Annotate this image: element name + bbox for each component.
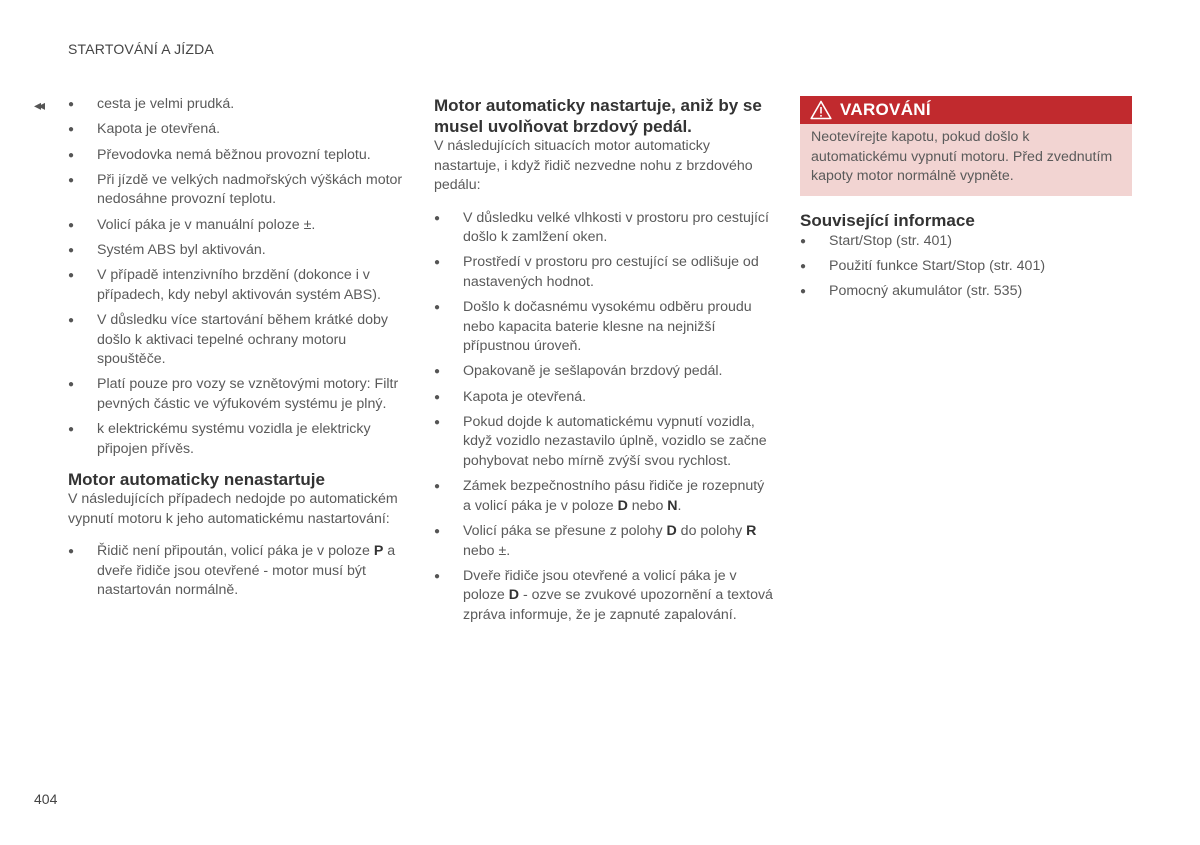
related-info-heading: Související informace (800, 210, 975, 230)
column-middle (434, 95, 774, 631)
list-item (434, 522, 774, 561)
section-intro: V následujících případech nedojde po automatickém vypnutí motoru k jeho automatickému nastartování: (68, 491, 398, 527)
list-item: ● Volicí páka je v manuální poloze ±. (68, 216, 403, 236)
gear-position: N (667, 497, 678, 514)
item-text: Volicí páka se přesune z polohy (463, 523, 667, 540)
list-item: ● V důsledku velké vlhkosti v prostoru pro cestující došlo k zamlžení oken. (434, 209, 774, 248)
item-text: . (677, 497, 682, 514)
gear-position: D (666, 523, 677, 540)
related-link[interactable]: ● Pomocný akumulátor (str. 535) (800, 282, 1132, 302)
section-header: STARTOVÁNÍ A JÍZDA (68, 41, 214, 57)
list-item (434, 477, 774, 516)
related-link[interactable]: ● Použití funkce Start/Stop (str. 401) (800, 257, 1132, 277)
list-item: ● Systém ABS byl aktivován. (68, 241, 403, 261)
gear-position: P (373, 543, 384, 560)
related-links (800, 232, 1132, 302)
item-text: a dveře řidiče jsou otevřené - motor musí být nastartován normálně. (97, 543, 396, 599)
list-item: ● Při jízdě ve velkých nadmořských výškách motor nedosáhne provozní teplotu. (68, 171, 403, 210)
list-item: ● V důsledku více startování během krátké doby došlo k aktivaci tepelné ochrany motoru spouštěče. (68, 311, 403, 370)
list-item (68, 542, 403, 601)
item-text: do polohy (676, 523, 747, 540)
auto-start-list (434, 209, 774, 626)
related-link[interactable]: ● Start/Stop (str. 401) (800, 232, 1132, 252)
section-heading: Motor automaticky nastartuje, aniž by se musel uvolňovat brzdový pedál. (434, 96, 762, 136)
warning-header (800, 96, 1132, 124)
list-item (434, 567, 774, 626)
list-item: ● V případě intenzivního brzdění (dokonce i v případech, kdy nebyl aktivován systém ABS). (68, 266, 403, 305)
list-item: ● cesta je velmi prudká. (68, 95, 403, 115)
list-item: ● Prostředí v prostoru pro cestující se odlišuje od nastavených hodnot. (434, 253, 774, 292)
section-heading: Motor automaticky nenastartuje (68, 470, 325, 490)
item-text: - ozve se zvukové upozornění a textová zpráva informuje, že je zapnuté zapalování. (463, 587, 773, 623)
list-item: ● Kapota je otevřená. (434, 388, 774, 408)
list-item: ● Platí pouze pro vozy se vznětovými motory: Filtr pevných částic ve výfukovém systému je plný. (68, 375, 403, 414)
continuation-icon: ◂◂ (34, 97, 43, 113)
column-left (68, 95, 403, 606)
warning-text: Neotevírejte kapotu, pokud došlo k automatickému vypnutí motoru. Před zvednutím kapoty motor normálně vypněte. (811, 129, 1113, 184)
gear-position: R (746, 523, 757, 540)
no-start-list (68, 542, 403, 601)
warning-triangle-icon (810, 100, 832, 120)
item-text: nebo ±. (463, 542, 511, 559)
list-item: ● Kapota je otevřená. (68, 120, 403, 140)
list-item: ● Došlo k dočasnému vysokému odběru proudu nebo kapacita baterie klesne na nejnižší přípustnou úroveň. (434, 298, 774, 357)
warning-title: VAROVÁNÍ (840, 100, 931, 120)
gear-position: D (617, 497, 628, 514)
section-intro: V následujících situacích motor automaticky nastartuje, i když řidič nezvedne nohu z brzdového pedálu: (434, 138, 753, 193)
gear-position: D (508, 587, 519, 604)
list-item: ● k elektrickému systému vozidla je elektricky připojen přívěs. (68, 420, 403, 459)
page-number: 404 (34, 791, 58, 807)
warning-box (800, 96, 1132, 196)
item-text: Dveře řidiče jsou otevřené a volicí páka je v poloze (463, 567, 737, 604)
list-item: ● Pokud dojde k automatickému vypnutí vozidla, když vozidlo nezastavilo úplně, vozidlo se začne pohybovat nebo mírně zvýší svou rychlost. (434, 413, 774, 472)
column-right (800, 96, 1132, 307)
condition-list (68, 95, 403, 459)
list-item: ● Opakovaně je sešlapován brzdový pedál. (434, 362, 774, 382)
list-item: ● Převodovka nemá běžnou provozní teplotu. (68, 146, 403, 166)
item-text: Zámek bezpečnostního pásu řidiče je rozepnutý a volicí páka je v poloze (463, 478, 765, 514)
item-text: nebo (627, 497, 668, 514)
item-text: Řidič není připoután, volicí páka je v poloze (97, 543, 374, 560)
